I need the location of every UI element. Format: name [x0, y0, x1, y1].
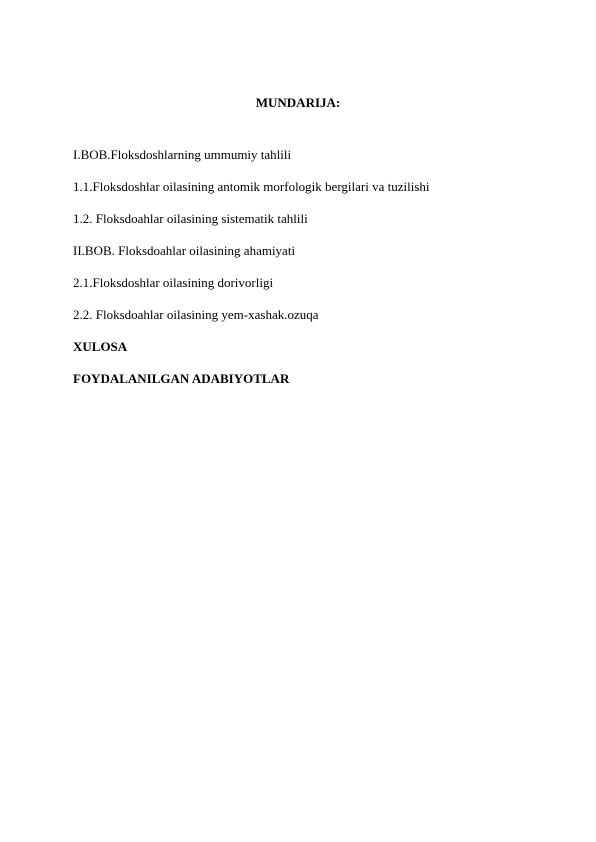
page-title: MUNDARIJA: [255, 95, 341, 110]
toc-entry-section-1-1: 1.1.Floksdoshlar oilasining antomik morfologik bergilari va tuzilishi [73, 179, 430, 194]
toc-entry-conclusion: XULOSA [73, 339, 128, 354]
toc-entry-references: FOYDALANILGAN ADABIYOTLAR [73, 371, 290, 386]
toc-entry-chapter-2: II.BOB. Floksdoahlar oilasining ahamiyati [73, 243, 296, 258]
toc-entry-chapter-1: I.BOB.Floksdoshlarning ummumiy tahlili [73, 147, 292, 162]
table-of-contents [73, 147, 553, 403]
toc-entry-section-1-2: 1.2. Floksdoahlar oilasining sistematik tahlili [73, 211, 308, 226]
toc-entry-section-2-1: 2.1.Floksdoshlar oilasining dorivorligi [73, 275, 274, 290]
toc-entry-section-2-2: 2.2. Floksdoahlar oilasining yem-xashak.ozuqa [73, 307, 319, 322]
